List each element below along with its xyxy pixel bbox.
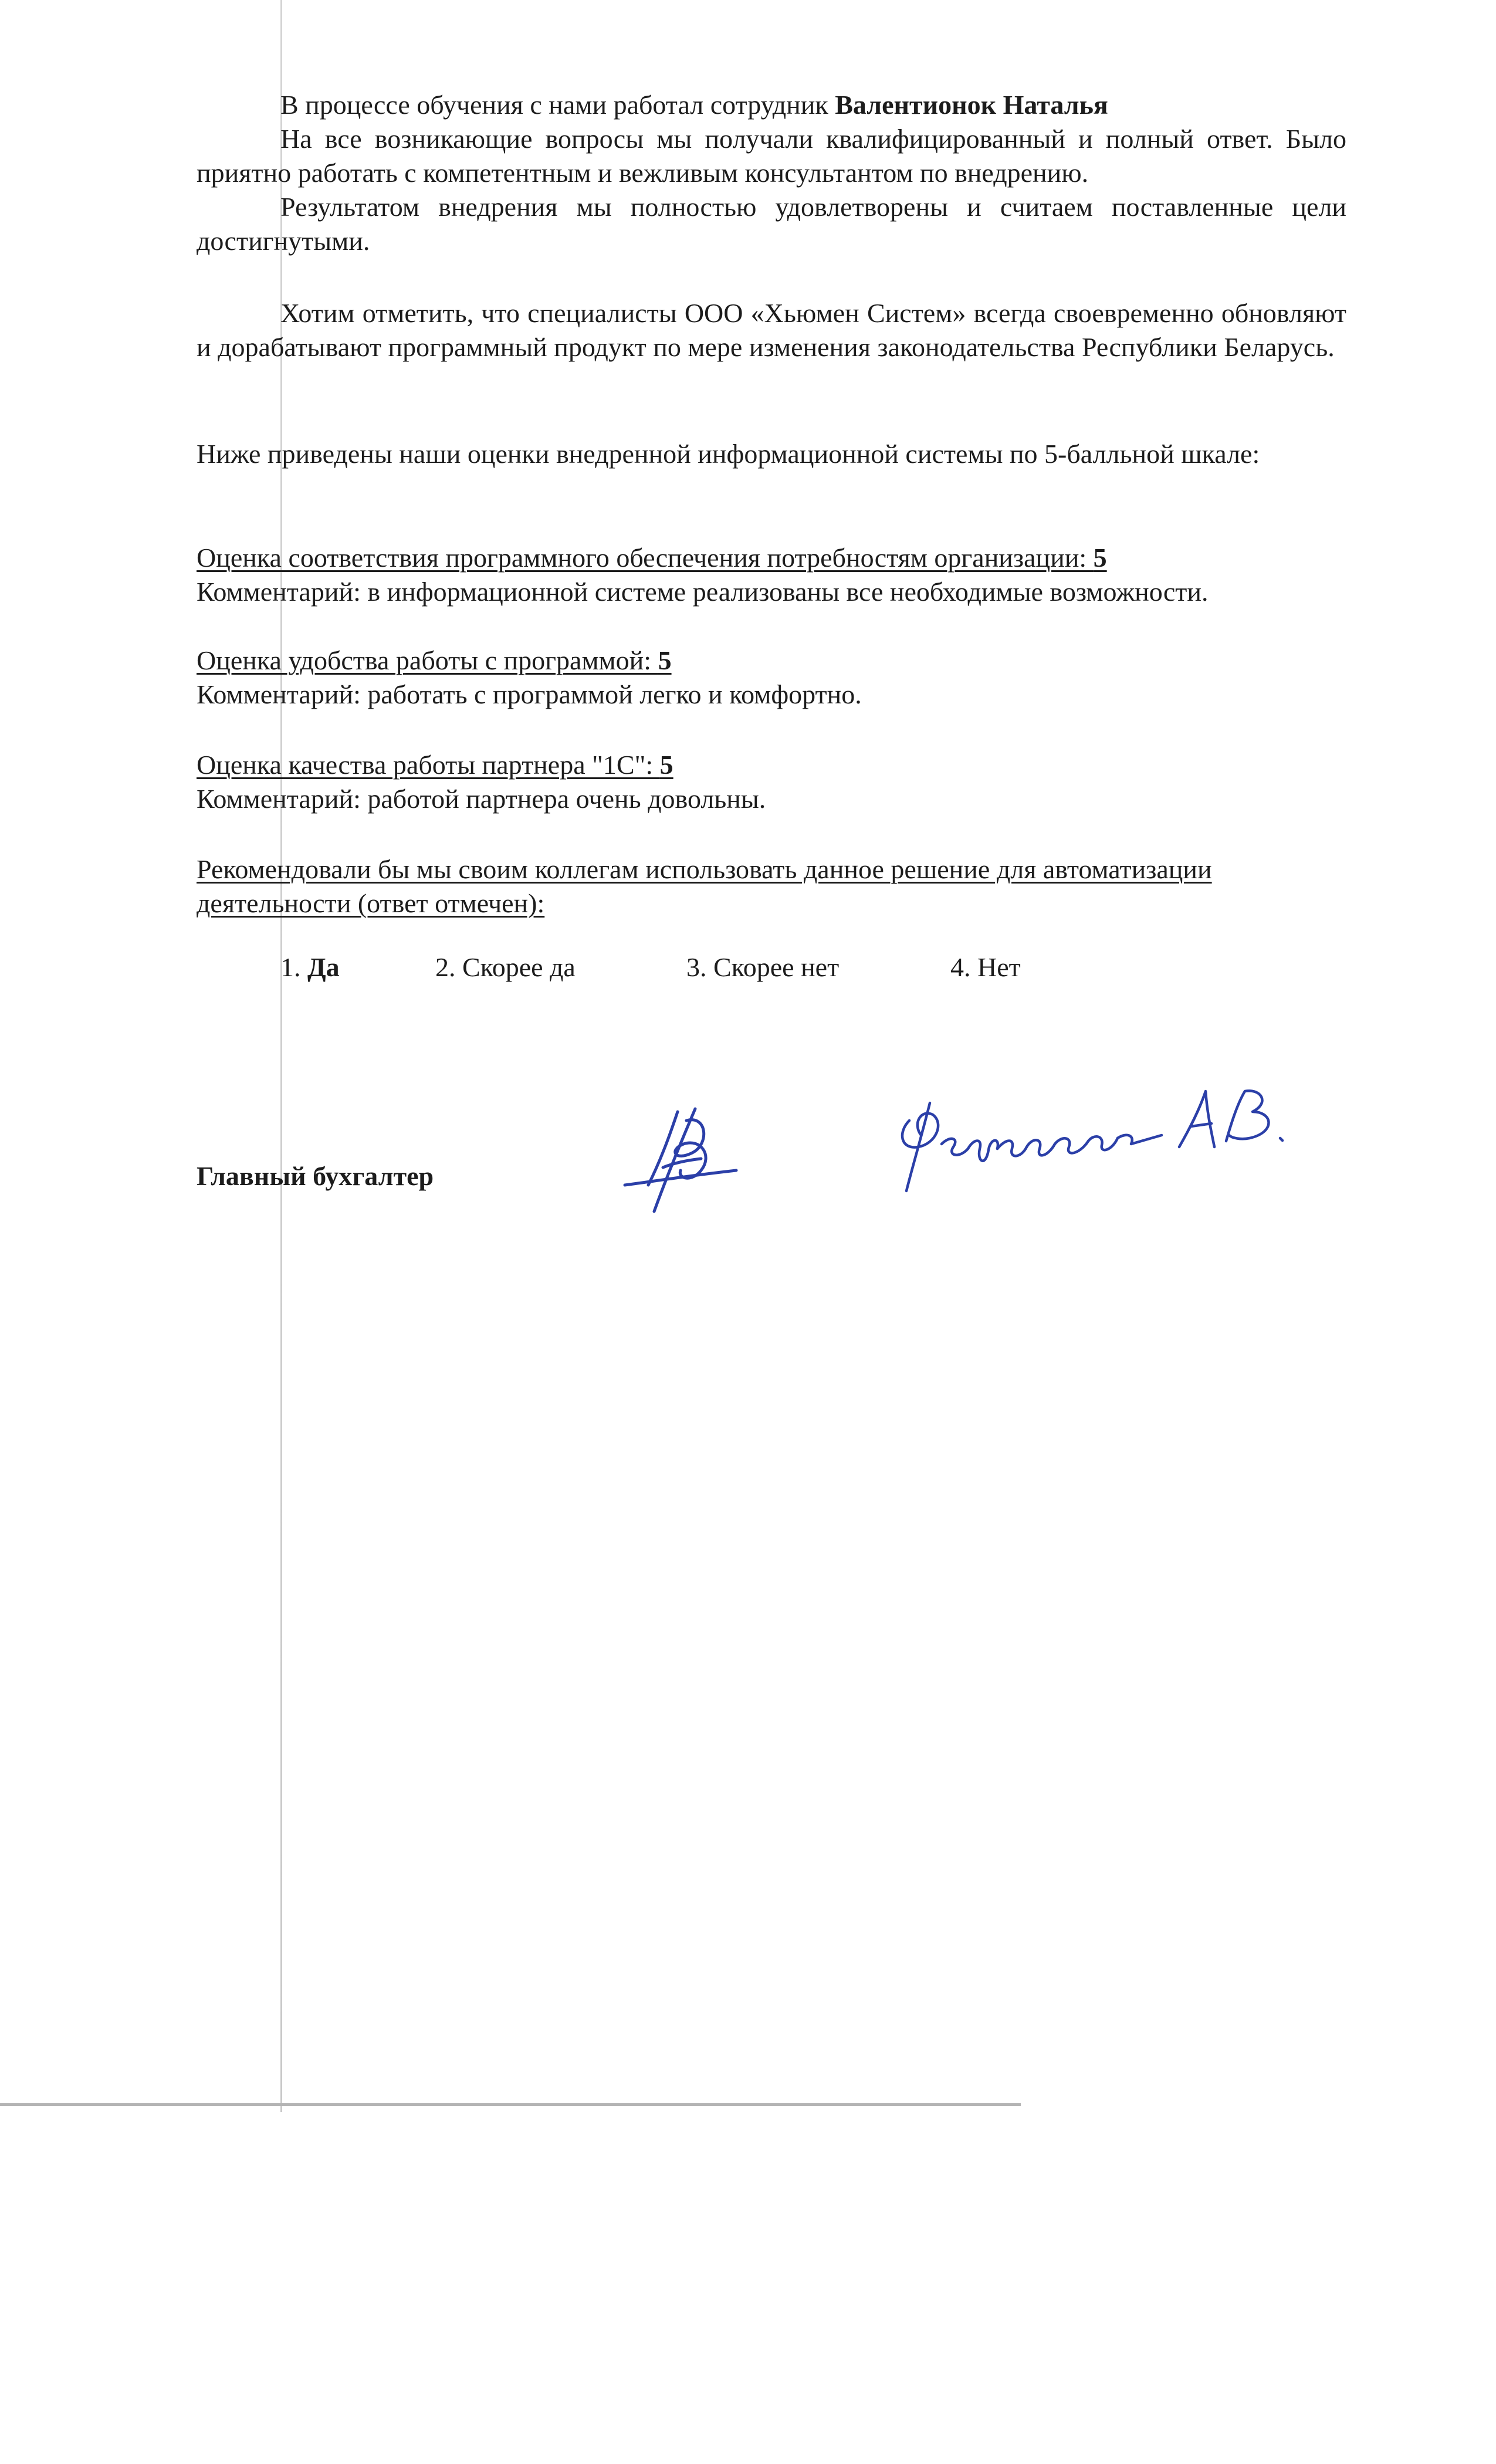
rating-block-2 [197,644,1346,712]
answer-option-4 [950,950,1021,984]
rating-title [197,541,1346,575]
ratings-intro: Ниже приведены наши оценки внедренной информационной системы по 5-балльной шкале: [197,439,1260,469]
intro-prefix: В процессе обучения с нами работал сотрудник [280,90,835,120]
rating-block-1 [197,541,1346,609]
answer-option-3 [686,950,839,984]
signatory-position: Главный бухгалтер [197,1161,434,1191]
rating-label: Оценка удобства работы с программой: [197,645,658,675]
rating-score: 5 [1093,543,1107,573]
ratings-intro-section [197,437,1346,471]
recommendation-section [197,852,1346,920]
answer-option-1 [280,950,340,984]
rating-comment: Комментарий: в информационной системе реализованы все необходимые возможности. [197,577,1209,607]
rating-comment: Комментарий: работой партнера очень довольны. [197,784,766,814]
recommendation-question: Рекомендовали бы мы своим коллегам использовать данное решение для автоматизации деятельности (ответ отмечен): [197,854,1212,918]
intro-paragraph-3: Результатом внедрения мы полностью удовлетворены и считаем поставленные цели достигнутыми. [197,192,1346,256]
rating-score: 5 [659,750,673,780]
answer-option-2 [435,950,576,984]
rating-label: Оценка качества работы партнера "1С": [197,750,660,780]
intro-line [197,88,1346,122]
option-number: 4. [950,952,977,982]
scan-edge-line-horizontal [0,2103,1021,2106]
rating-title [197,748,1346,782]
signature-mark [613,1097,748,1220]
rating-score: 5 [658,645,672,675]
consultant-name: Валентионок Наталья [835,90,1108,120]
rating-block-3 [197,748,1346,816]
intro-section [197,88,1346,258]
updates-section [197,296,1346,364]
intro-paragraph-2: На все возникающие вопросы мы получали квалифицированный и полный ответ. Было приятно работать с компетентным и вежливым консультантом по внедрению. [197,124,1346,188]
option-number: 2. [435,952,462,982]
rating-comment: Комментарий: работать с программой легко и комфортно. [197,679,862,709]
updates-paragraph: Хотим отметить, что специалисты ООО «Хьюмен Систем» всегда своевременно обновляют и дорабатывают программный продукт по мере изменения законодательства Республики Беларусь. [197,298,1346,362]
option-number: 1. [280,952,307,982]
option-text: Скорее нет [713,952,840,982]
rating-label: Оценка соответствия программного обеспечения потребностям организации: [197,543,1094,573]
option-text-selected: Да [307,952,340,982]
option-text: Скорее да [462,952,576,982]
rating-title [197,644,1346,678]
option-number: 3. [686,952,713,982]
option-text: Нет [977,952,1021,982]
signature-handwritten-name [886,1079,1297,1197]
